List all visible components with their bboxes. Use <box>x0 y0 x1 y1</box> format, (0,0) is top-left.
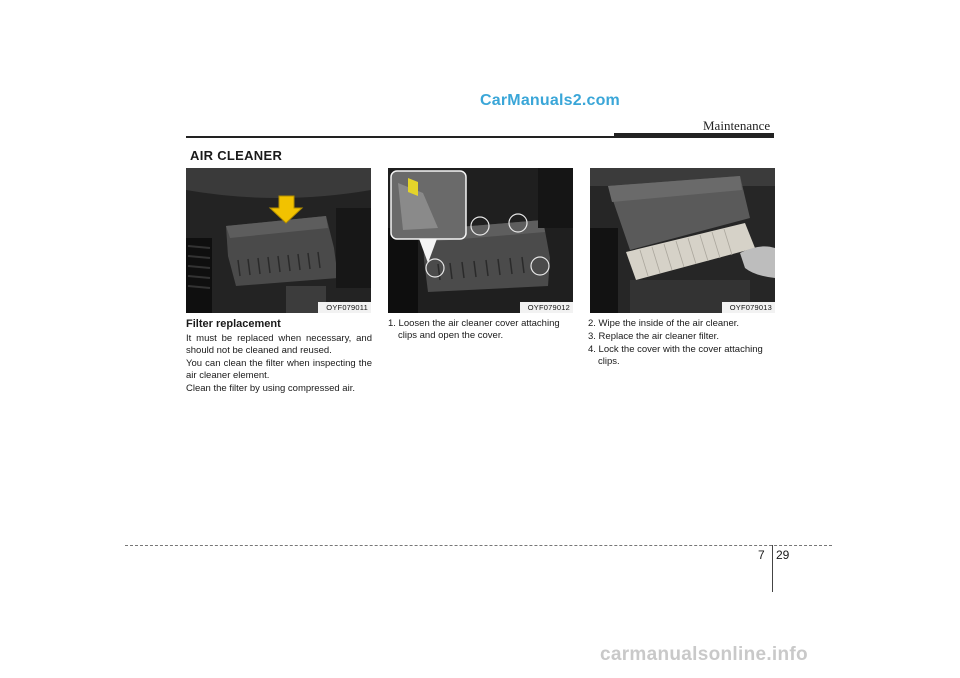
filter-text <box>186 333 372 395</box>
image-code-2: OYF079012 <box>520 302 573 313</box>
engine-illustration-2 <box>388 168 573 313</box>
chapter-number: 7 <box>758 548 765 562</box>
paragraph: It must be replaced when necessary, and should not be cleaned and reused. <box>186 333 372 356</box>
photo-engine-bay <box>186 168 371 313</box>
paragraph: Clean the filter by using compressed air. <box>186 383 355 394</box>
step-4: 4. Lock the cover with the cover attaching clips. <box>588 344 763 367</box>
page-divider <box>772 545 773 592</box>
steps-column-3 <box>588 318 774 368</box>
watermark-top: CarManuals2.com <box>480 92 620 109</box>
filter-replacement-heading: Filter replacement <box>186 318 281 330</box>
step-2: 2. Wipe the inside of the air cleaner. <box>588 318 740 329</box>
image-code-3: OYF079013 <box>722 302 775 313</box>
step-3: 3. Replace the air cleaner filter. <box>588 331 719 342</box>
engine-illustration-3 <box>590 168 775 313</box>
section-title: AIR CLEANER <box>190 148 283 163</box>
photo-cover-clips <box>388 168 573 313</box>
image-code-1: OYF079011 <box>318 302 371 313</box>
header-rule-accent <box>614 133 774 138</box>
footer-rule <box>125 545 832 546</box>
page-number: 29 <box>776 548 790 562</box>
photo-filter-element <box>590 168 775 313</box>
paragraph: You can clean the filter when inspecting the air cleaner element. <box>186 358 372 381</box>
engine-illustration-1 <box>186 168 371 313</box>
step-1: 1. Loosen the air cleaner cover attaching clips and open the cover. <box>388 318 560 341</box>
watermark-bottom: carmanualsonline.info <box>600 644 808 665</box>
section-label: Maintenance <box>703 118 771 133</box>
steps-column-2 <box>388 318 574 342</box>
